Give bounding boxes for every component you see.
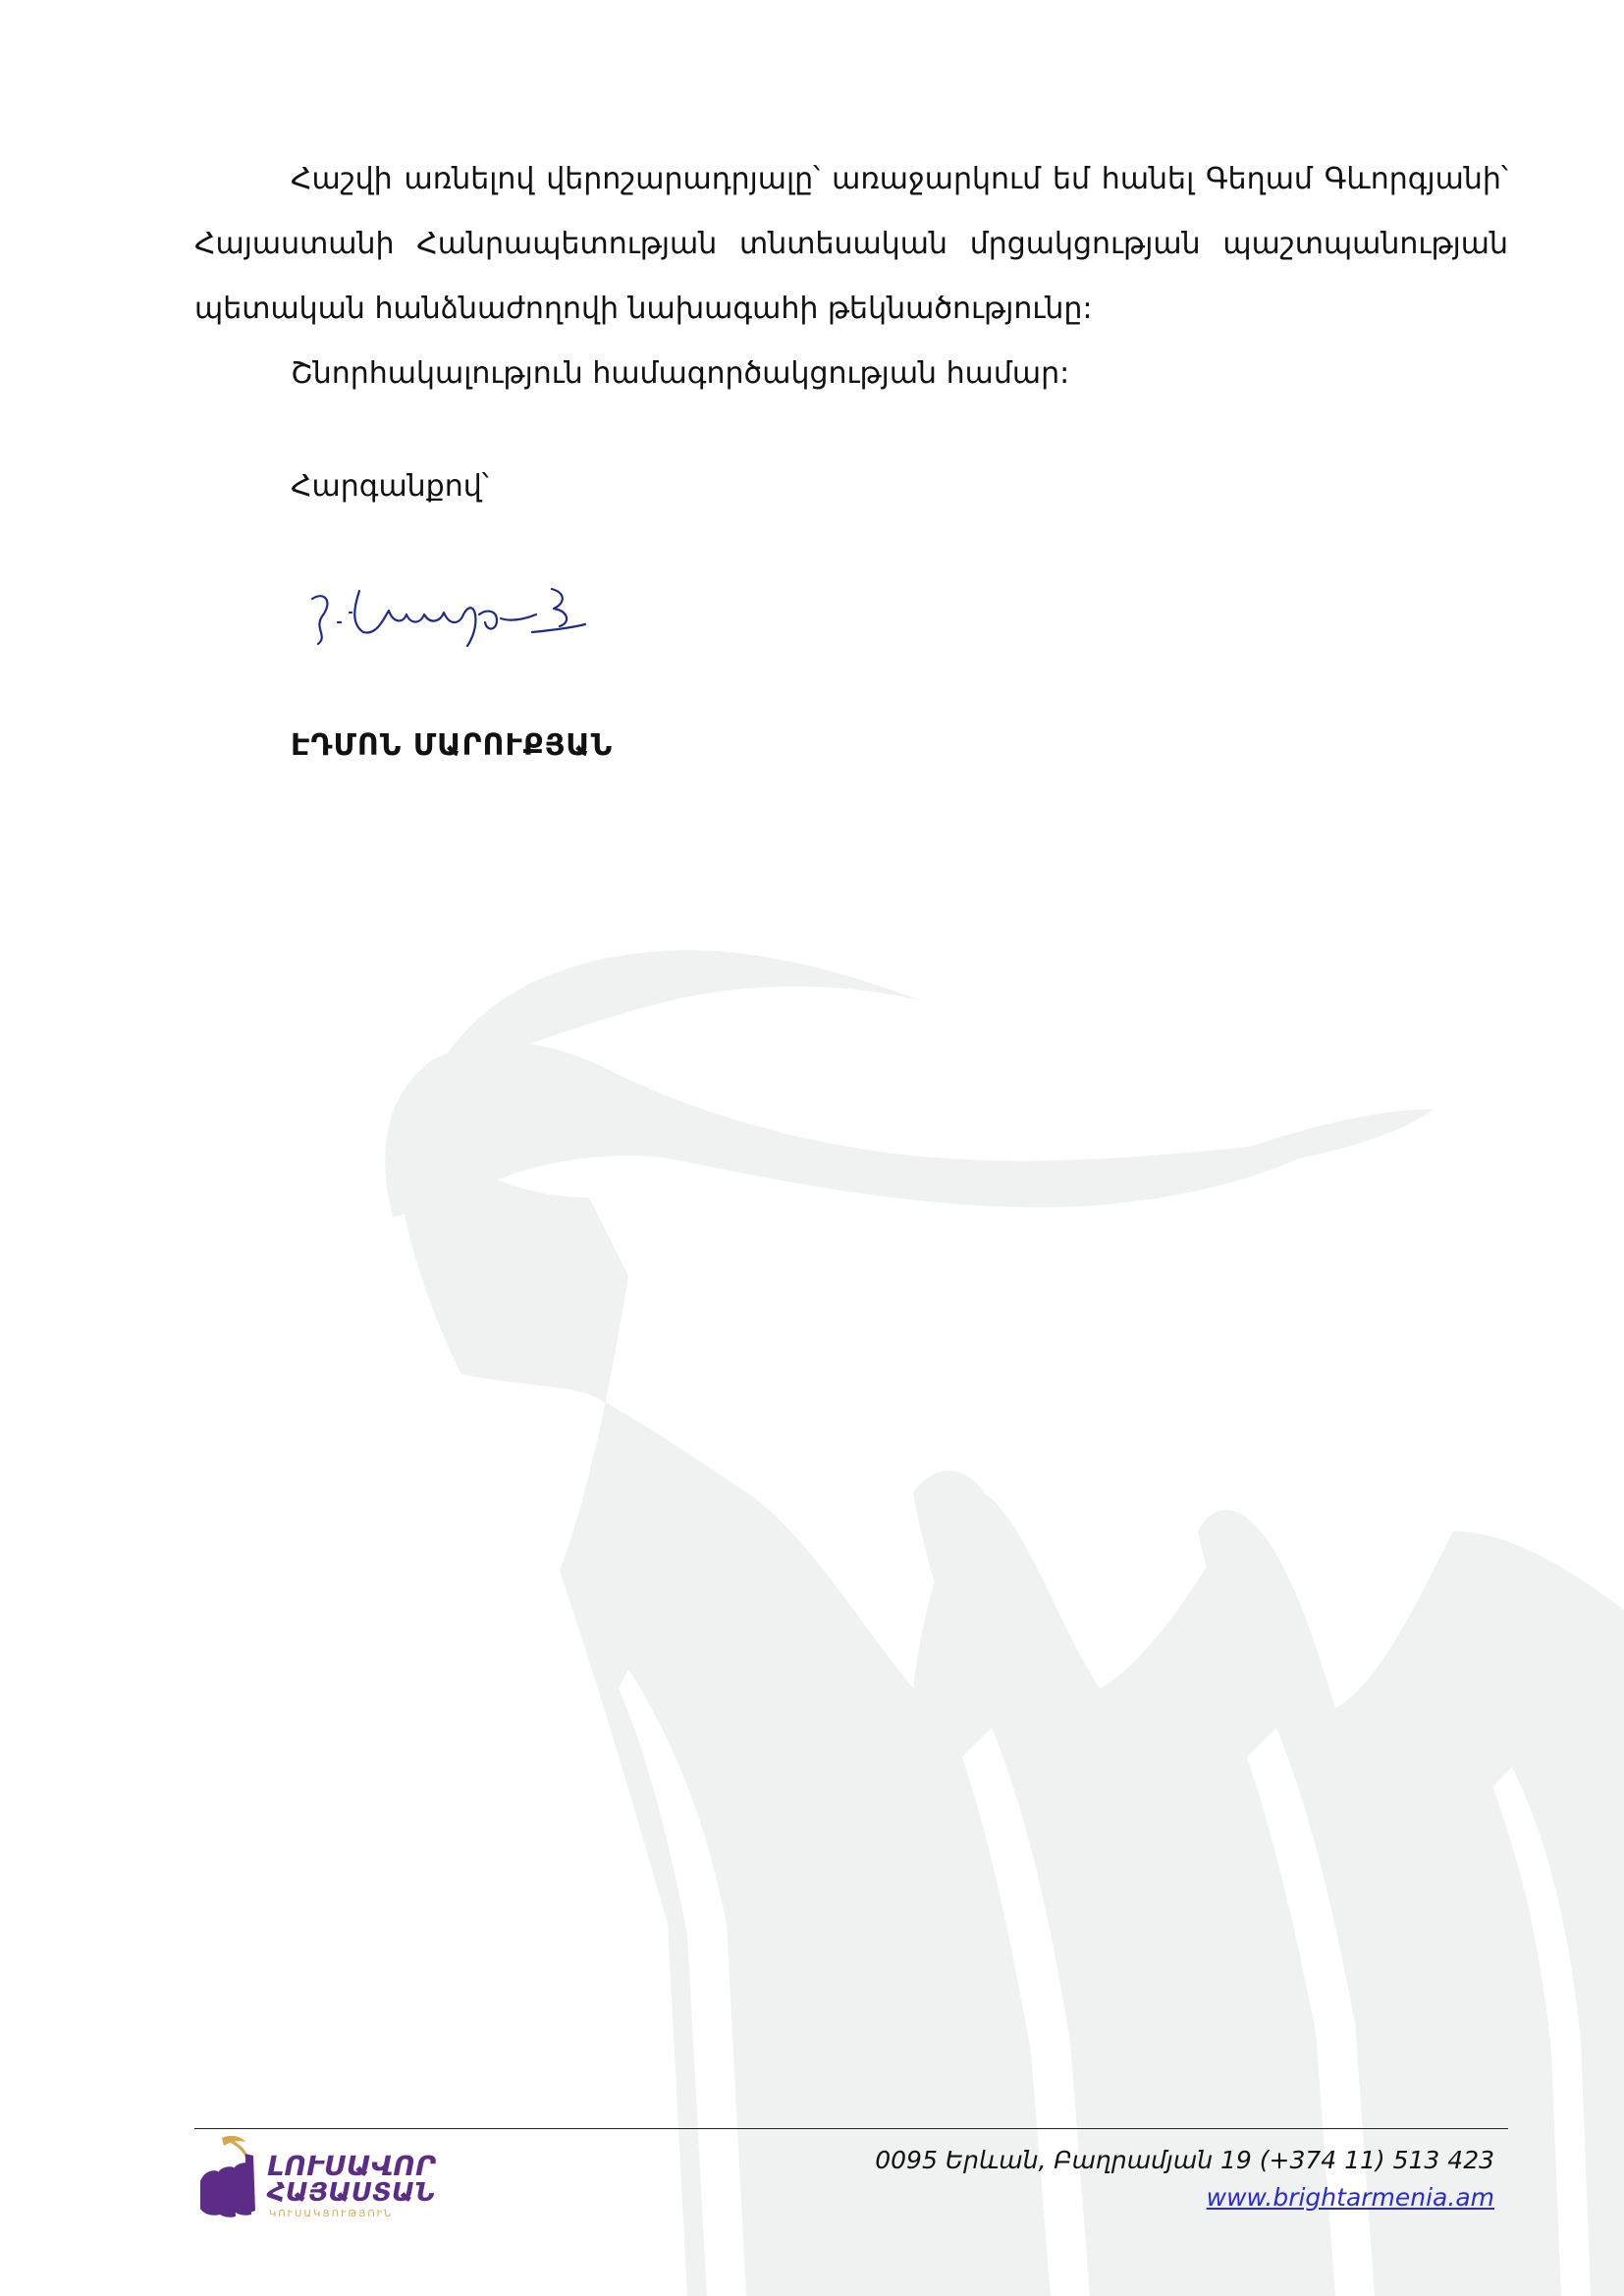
footer-divider — [194, 2128, 1508, 2129]
body-paragraph-1: Հաշվի առնելով վերոշարադրյալը՝ առաջարկում եմ հանել Գեղամ Գևորգյանի՝ Հայաստանի Հանրապետության տնտեսական մրցակցության պաշտպանության պետական հանձնաժողովի նախագահի թեկնածությունը: — [194, 162, 1508, 326]
closing-greeting: Հարգանքով՝ — [291, 469, 489, 504]
footer-website-link[interactable]: www.brightarmenia.am — [1206, 2183, 1494, 2212]
logo-text-line2: ՀԱՅԱՍՏԱՆ — [267, 2178, 436, 2208]
party-logo — [194, 2132, 479, 2226]
body-paragraph-2: Շնորհակալություն համագործակցության համար: — [291, 356, 1070, 391]
logo-text-line3: ԿՈՒՍԱԿՑՈՒԹՅՈՒՆ — [269, 2209, 394, 2219]
handwritten-signature — [295, 579, 589, 667]
logo-text-line1: ԼՈՒՍԱՎՈՐ — [267, 2150, 436, 2182]
party-logo-graphic — [194, 2132, 479, 2226]
letter-body — [194, 147, 1508, 406]
footer-address: 0095 Երևան, Բաղրամյան 19 (+374 11) 513 423 — [875, 2146, 1494, 2174]
signer-name: ԷԴՄՈՆ ՄԱՐՈՒՔՅԱՆ — [291, 728, 614, 763]
